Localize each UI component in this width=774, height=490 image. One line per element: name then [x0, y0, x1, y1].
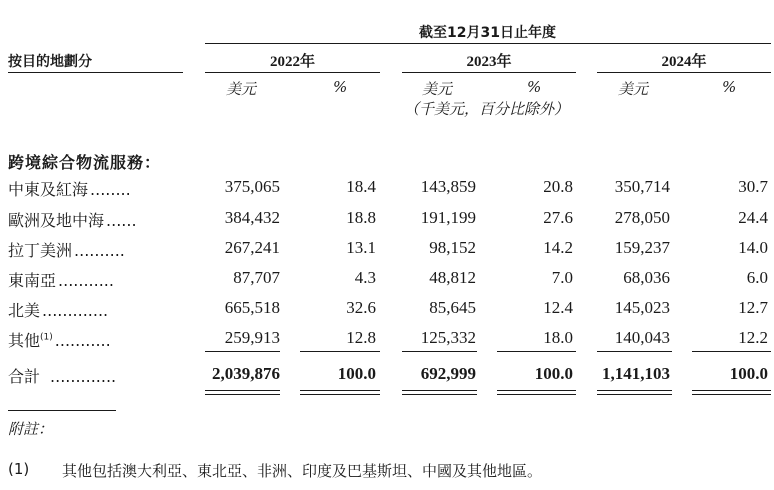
total-double-rule-2b [300, 394, 380, 395]
row-label: 東南亞 ........... [8, 271, 114, 290]
row-header: 按目的地劃分 [8, 54, 92, 70]
year-2022: 2022年 [269, 54, 315, 70]
total-double-rule-4b [497, 394, 576, 395]
unit-note: （千美元，百分比除外） [404, 100, 570, 118]
subtotal-rule-2022-pct [300, 351, 380, 352]
subtotal-rule-2023-pct [497, 351, 576, 352]
total-p2024: 100.0 [729, 364, 768, 383]
total-double-rule-6b [692, 394, 771, 395]
year-2023-rule [402, 72, 576, 73]
total-v2024: 1,141,103 [602, 364, 670, 383]
cell-v2022: 259,913 [224, 328, 280, 347]
year-2022-rule [205, 72, 380, 73]
cell-v2023: 191,199 [420, 208, 476, 227]
subtotal-rule-2024-usd [597, 351, 672, 352]
cell-v2024: 145,023 [614, 298, 670, 317]
cell-p2024: 24.4 [738, 208, 768, 227]
cell-p2024: 12.2 [738, 328, 768, 347]
cell-p2022: 4.3 [354, 268, 376, 287]
cell-p2023: 27.6 [543, 208, 573, 227]
cell-p2023: 18.0 [543, 328, 573, 347]
row-header-rule [8, 72, 183, 73]
subtotal-rule-2023-usd [402, 351, 477, 352]
section-title: 跨境綜合物流服務： [8, 153, 162, 172]
total-double-rule-5b [597, 394, 672, 395]
footnote-ref: (1) [40, 332, 53, 343]
cell-v2022: 87,707 [233, 268, 280, 287]
cell-v2022: 384,432 [224, 208, 280, 227]
row-label: 拉丁美洲 .......... [8, 241, 125, 260]
cell-p2023: 14.2 [543, 238, 573, 257]
notes-heading: 附註： [8, 420, 54, 438]
total-double-rule-1a [205, 390, 280, 391]
cell-v2024: 278,050 [614, 208, 670, 227]
cell-v2024: 68,036 [623, 268, 670, 287]
unit-pct-2024: % [722, 78, 737, 96]
total-double-rule-4a [497, 390, 576, 391]
year-2024: 2024年 [661, 54, 707, 70]
total-double-rule-1b [205, 394, 280, 395]
period-rule [205, 43, 771, 44]
total-p2023: 100.0 [534, 364, 573, 383]
row-label: 中東及紅海 ........ [8, 180, 131, 199]
cell-v2023: 85,645 [429, 298, 476, 317]
cell-p2024: 12.7 [738, 298, 768, 317]
cell-p2023: 20.8 [543, 177, 573, 196]
cell-v2024: 350,714 [614, 177, 670, 196]
notes-rule [8, 410, 116, 411]
subtotal-rule-2024-pct [692, 351, 771, 352]
unit-pct-2023: % [527, 78, 542, 96]
cell-v2023: 48,812 [429, 268, 476, 287]
total-double-rule-3b [402, 394, 477, 395]
total-double-rule-2a [300, 390, 380, 391]
footnote-text: 其他包括澳大利亞、東北亞、非洲、印度及巴基斯坦、中國及其他地區。 [62, 462, 543, 480]
cell-v2024: 159,237 [614, 238, 670, 257]
cell-v2022: 267,241 [224, 238, 280, 257]
cell-p2024: 6.0 [746, 268, 768, 287]
total-label: 合計 ............. [8, 367, 117, 386]
total-p2022: 100.0 [337, 364, 376, 383]
cell-v2024: 140,043 [614, 328, 670, 347]
row-label: 歐洲及地中海 ...... [8, 211, 137, 230]
cell-v2022: 665,518 [224, 298, 280, 317]
cell-v2022: 375,065 [224, 177, 280, 196]
subtotal-rule-2022-usd [205, 351, 280, 352]
cell-p2023: 12.4 [543, 298, 573, 317]
cell-v2023: 125,332 [420, 328, 476, 347]
year-2024-rule [597, 72, 771, 73]
cell-v2023: 143,859 [420, 177, 476, 196]
cell-p2022: 13.1 [346, 238, 376, 257]
row-label: 北美 ............. [8, 301, 109, 320]
cell-p2022: 32.6 [346, 298, 376, 317]
total-double-rule-3a [402, 390, 477, 391]
unit-usd-2024: 美元 [618, 80, 649, 98]
unit-usd-2023: 美元 [422, 80, 453, 98]
total-v2022: 2,039,876 [212, 364, 280, 383]
footnote-marker: (1) [8, 460, 30, 478]
total-v2023: 692,999 [420, 364, 476, 383]
year-2023: 2023年 [466, 54, 512, 70]
cell-p2024: 30.7 [738, 177, 768, 196]
cell-p2022: 18.8 [346, 208, 376, 227]
unit-pct-2022: % [333, 78, 348, 96]
cell-v2023: 98,152 [429, 238, 476, 257]
total-double-rule-6a [692, 390, 771, 391]
cell-p2022: 18.4 [346, 177, 376, 196]
row-label: 其他$^{(1)}$ ........... [8, 331, 111, 350]
cell-p2022: 12.8 [346, 328, 376, 347]
total-double-rule-5a [597, 390, 672, 391]
cell-p2023: 7.0 [551, 268, 573, 287]
unit-usd-2022: 美元 [226, 80, 257, 98]
cell-p2024: 14.0 [738, 238, 768, 257]
period-header: 截至12月31日止年度 [419, 25, 556, 41]
